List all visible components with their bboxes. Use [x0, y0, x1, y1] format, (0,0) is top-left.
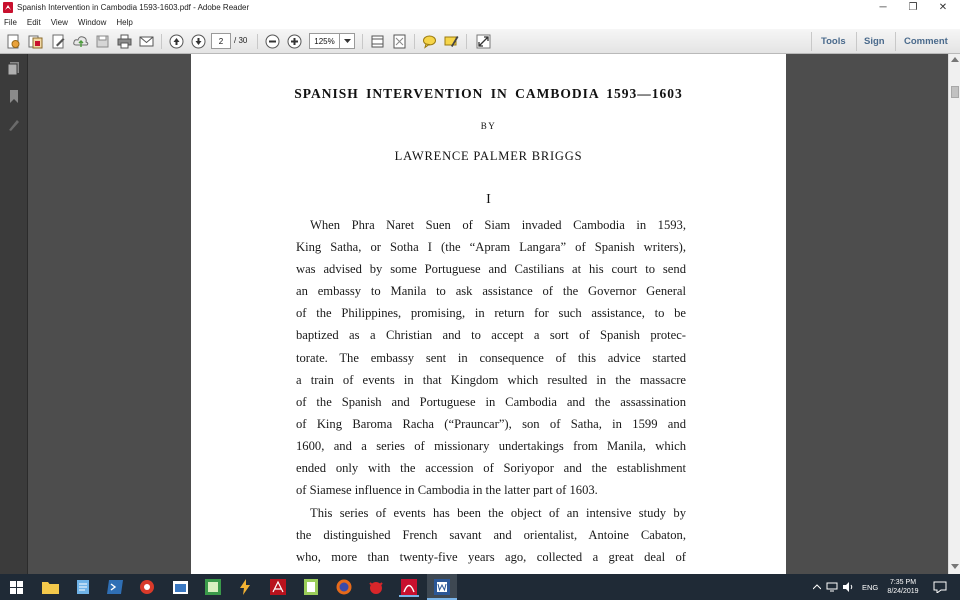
save-button[interactable] [94, 33, 111, 50]
text-line: of King Baroma Racha (“Prauncar”), son of Satha, in 1599 and [296, 416, 686, 431]
edit-pdf-icon [51, 34, 66, 49]
navigation-pane [0, 54, 28, 574]
acrobat-icon [270, 579, 286, 595]
document-author: LAWRENCE PALMER BRIGGS [394, 149, 583, 163]
comment-pane-button[interactable]: Comment [904, 36, 948, 47]
fit-page-button[interactable] [369, 33, 386, 50]
taskbar-notepad[interactable] [73, 577, 93, 597]
bookmarks-button[interactable] [5, 87, 23, 105]
taskbar-notes-app[interactable] [301, 577, 321, 597]
image-viewer-icon [205, 579, 221, 595]
zoom-in-button[interactable] [286, 33, 303, 50]
page-total: / 30 [234, 36, 248, 45]
speaker-icon [842, 582, 853, 592]
edit-pdf-button[interactable] [50, 33, 67, 50]
toolbar-separator [362, 34, 363, 49]
full-screen-button[interactable] [391, 33, 408, 50]
toolbar-separator [856, 32, 857, 51]
powershell-icon [107, 580, 123, 594]
text-line: King Satha, or Sotha I (the “Apram Langara” of Spanish writers), [296, 240, 686, 255]
text-line: ended only with the accession of Soriyopor and the establishment [296, 461, 686, 476]
previous-page-button[interactable] [168, 33, 185, 50]
text-line: the distinguished French savant and orientalist, Antoine Cabaton, [296, 528, 686, 543]
sign-pane-button[interactable]: Sign [864, 36, 885, 47]
taskbar-app-yellow[interactable] [235, 577, 255, 597]
paragraph [296, 502, 686, 568]
bug-icon [368, 579, 384, 595]
taskbar-powershell[interactable] [105, 577, 125, 597]
running-indicator [399, 595, 419, 597]
toolbar-separator [414, 34, 415, 49]
text-line: 1600, and a series of missionary undertakings from Manila, which [296, 438, 686, 453]
menu-edit[interactable]: Edit [26, 17, 41, 27]
start-button[interactable] [6, 577, 26, 597]
zoom-level-input[interactable] [309, 33, 340, 49]
expand-arrows-icon [476, 34, 491, 49]
gear-red-icon [139, 579, 155, 595]
text-line: was advised by some Portuguese and Castilians at his court to send [296, 262, 686, 277]
highlight-text-button[interactable] [443, 33, 460, 50]
pdf-page [191, 54, 786, 574]
cloud-upload-icon [73, 34, 89, 49]
restore-button[interactable]: ❐ [908, 2, 918, 13]
text-line: an embassy to Manila to ask assistance of the Governor General [296, 284, 686, 299]
add-comment-button[interactable] [421, 33, 438, 50]
taskbar-word[interactable] [432, 577, 452, 597]
page-thumbnails-icon [7, 61, 21, 76]
speech-bubble-icon [422, 34, 437, 49]
lightning-icon [238, 579, 252, 595]
section-number: I [486, 192, 491, 207]
window-title: Spanish Intervention in Cambodia 1593-1603.pdf - Adobe Reader [17, 3, 250, 12]
text-line: This series of events has been the object of an intensive study by [310, 506, 686, 520]
minus-circle-icon [265, 34, 280, 49]
document-title: SPANISH INTERVENTION IN CAMBODIA 1593—1603 [294, 86, 683, 101]
clock-time: 7:35 PM [889, 579, 917, 586]
arrow-up-circle-icon [169, 34, 184, 49]
print-button[interactable] [116, 33, 133, 50]
document-byline: BY [480, 121, 497, 131]
tray-icons[interactable] [813, 574, 853, 600]
text-line: of the Spanish and Portuguese in Cambodia and the assassination [296, 394, 686, 409]
arrow-down-circle-icon [191, 34, 206, 49]
chevron-up-icon [813, 584, 821, 590]
page-thumbnails-button[interactable] [5, 59, 23, 77]
text-line: of the Philippines, promising, in return for such assistance, to be [296, 306, 686, 321]
zoom-out-button[interactable] [264, 33, 281, 50]
create-pdf-button[interactable] [5, 33, 22, 50]
toolbar-separator [161, 34, 162, 49]
text-line: a train of events in that Kingdom which resulted in the massacre [296, 372, 686, 387]
text-line: When Phra Naret Suen of Siam invaded Cambodia in 1593, [310, 218, 686, 232]
combine-files-button[interactable] [27, 33, 44, 50]
taskbar-adobe-reader[interactable] [399, 577, 419, 597]
notification-icon [933, 581, 947, 593]
paragraph [296, 214, 686, 501]
bookmark-icon [7, 89, 21, 104]
menu-file[interactable]: File [4, 17, 17, 27]
menu-bar [0, 15, 960, 29]
email-icon [139, 34, 154, 49]
pen-icon [7, 117, 21, 132]
word-icon [434, 579, 450, 595]
menu-view[interactable]: View [50, 17, 68, 27]
scroll-up-arrow-icon[interactable] [951, 57, 959, 62]
menu-window[interactable]: Window [77, 17, 107, 27]
text-line: of Siamese influence in Cambodia in the latter part of 1603. [296, 483, 598, 498]
system-clock[interactable] [883, 574, 923, 600]
taskbar-image-viewer[interactable] [203, 577, 223, 597]
highlighter-icon [444, 34, 459, 49]
firefox-icon [336, 579, 352, 595]
save-icon [95, 34, 110, 49]
text-line: baptized as a Christian and to accept a sort of Spanish protec- [296, 328, 686, 343]
zoom-dropdown-button[interactable] [340, 33, 355, 49]
read-mode-button[interactable] [475, 33, 492, 50]
close-button[interactable]: ✕ [938, 2, 948, 13]
text-line: who, more than twenty-five years ago, collected a great deal of [296, 550, 686, 565]
signatures-button[interactable] [5, 115, 23, 133]
scrollbar-thumb[interactable] [951, 86, 959, 98]
tools-pane-button[interactable]: Tools [821, 36, 846, 47]
toolbar-separator [257, 34, 258, 49]
menu-help[interactable]: Help [116, 17, 133, 27]
taskbar-app-red[interactable] [137, 577, 157, 597]
create-pdf-icon [6, 34, 21, 49]
taskbar-firefox[interactable] [334, 577, 354, 597]
chevron-down-icon [344, 39, 351, 44]
toolbar-separator [466, 34, 467, 49]
fit-width-icon [370, 34, 385, 49]
scroll-down-arrow-icon[interactable] [951, 564, 959, 569]
taskbar-acrobat[interactable] [268, 577, 288, 597]
windows-taskbar [0, 574, 960, 600]
plus-circle-icon [287, 34, 302, 49]
taskbar-window-app[interactable] [170, 577, 190, 597]
network-icon [826, 582, 838, 592]
cloud-upload-button[interactable] [72, 33, 89, 50]
taskbar-file-explorer[interactable] [40, 577, 60, 597]
document-viewer[interactable] [28, 54, 948, 574]
adobe-reader-icon [3, 2, 13, 13]
folder-icon [42, 580, 59, 594]
text-line: torate. The embassy sent in consequence of this advice started [296, 350, 686, 365]
notepad-icon [76, 579, 90, 595]
window-app-icon [173, 581, 188, 594]
combine-files-icon [28, 34, 43, 49]
page-number-input[interactable] [211, 33, 231, 49]
toolbar-separator [811, 32, 812, 51]
toolbar [0, 29, 960, 54]
adobe-reader-icon [401, 579, 417, 595]
language-indicator[interactable]: ENG [862, 582, 879, 592]
clock-date: 8/24/2019 [887, 588, 919, 595]
toolbar-separator [895, 32, 896, 51]
print-icon [117, 34, 132, 49]
minimize-button[interactable]: ─ [879, 2, 887, 13]
title-bar [0, 0, 960, 15]
vertical-scrollbar[interactable] [948, 54, 960, 574]
email-button[interactable] [138, 33, 155, 50]
action-center-button[interactable] [930, 577, 950, 597]
windows-logo-icon [10, 581, 23, 594]
notes-app-icon [304, 579, 318, 595]
taskbar-app-bug[interactable] [366, 577, 386, 597]
fit-page-icon [392, 34, 407, 49]
next-page-button[interactable] [190, 33, 207, 50]
